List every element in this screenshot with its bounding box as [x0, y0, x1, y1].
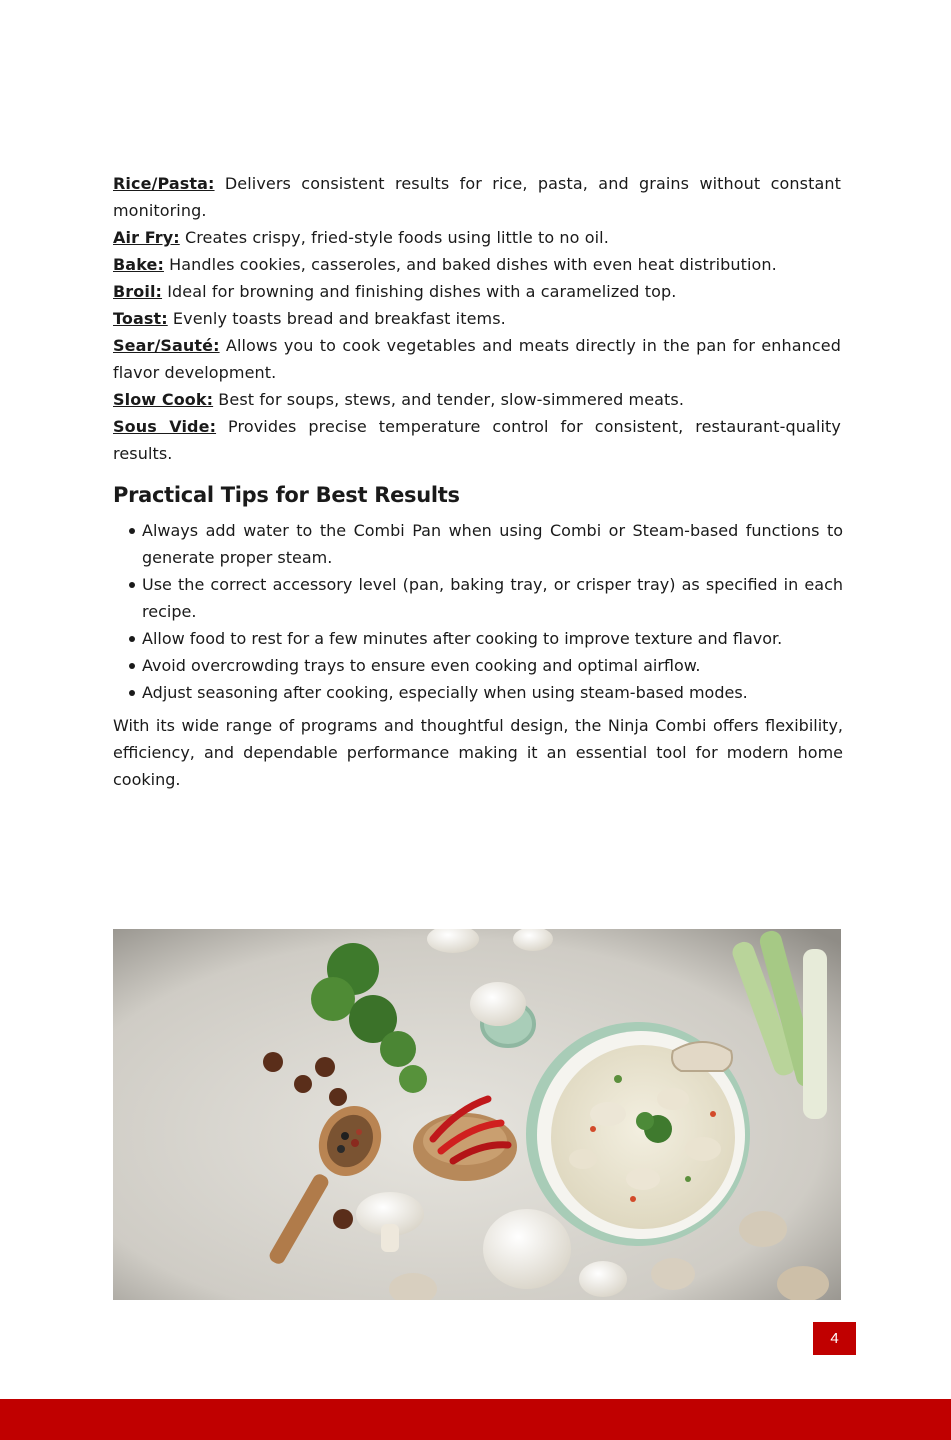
definition-broil — [113, 278, 841, 305]
definition-toast — [113, 305, 841, 332]
definition-text: Provides precise temperature control for consistent, restaurant-quality results. — [113, 417, 841, 463]
footer-bar — [0, 1399, 951, 1440]
definition-air-fry — [113, 224, 841, 251]
list-item — [129, 571, 843, 625]
tip-text: Always add water to the Combi Pan when using Combi or Steam-based functions to generate proper steam. — [142, 521, 843, 567]
definition-term: Sous Vide: — [113, 417, 217, 436]
definition-sear-saute — [113, 332, 841, 386]
definition-sous-vide — [113, 413, 841, 467]
definition-text: Best for soups, stews, and tender, slow-simmered meats. — [213, 390, 685, 409]
definition-text: Creates crispy, fried-style foods using little to no oil. — [179, 228, 609, 247]
definition-term: Rice/Pasta: — [113, 174, 215, 193]
tip-text: Avoid overcrowding trays to ensure even cooking and optimal airflow. — [142, 656, 701, 675]
definition-text: Handles cookies, casseroles, and baked dishes with even heat distribution. — [163, 255, 777, 274]
definition-text: Allows you to cook vegetables and meats directly in the pan for enhanced flavor development. — [113, 336, 841, 382]
bullet-icon — [129, 636, 135, 642]
tip-text: Allow food to rest for a few minutes after cooking to improve texture and flavor. — [142, 629, 783, 648]
tips-heading: Practical Tips for Best Results — [113, 483, 460, 507]
definition-slow-cook — [113, 386, 841, 413]
definition-term: Sear/Sauté: — [113, 336, 220, 355]
definition-term: Bake: — [113, 255, 164, 274]
definition-rice-pasta — [113, 170, 841, 224]
list-item — [129, 625, 843, 652]
definition-term: Slow Cook: — [113, 390, 214, 409]
list-item — [129, 517, 843, 571]
definition-text: Evenly toasts bread and breakfast items. — [167, 309, 506, 328]
tip-text: Adjust seasoning after cooking, especially when using steam-based modes. — [142, 683, 748, 702]
bullet-icon — [129, 528, 135, 534]
definition-term: Broil: — [113, 282, 163, 301]
page-number: 4 — [813, 1322, 856, 1355]
definition-text: Delivers consistent results for rice, pasta, and grains without constant monitoring. — [113, 174, 841, 220]
bullet-icon — [129, 690, 135, 696]
list-item — [129, 679, 843, 706]
bullet-icon — [129, 663, 135, 669]
definition-term: Toast: — [113, 309, 168, 328]
food-photo — [113, 929, 841, 1300]
tips-list — [113, 517, 843, 706]
definition-bake — [113, 251, 841, 278]
definition-text: Ideal for browning and finishing dishes with a caramelized top. — [162, 282, 677, 301]
page-content — [113, 170, 841, 793]
list-item — [129, 652, 843, 679]
tip-text: Use the correct accessory level (pan, baking tray, or crisper tray) as specified in each recipe. — [142, 575, 843, 621]
bullet-icon — [129, 582, 135, 588]
closing-paragraph: With its wide range of programs and thoughtful design, the Ninja Combi offers flexibility, efficiency, and dependable performance making it an essential tool for modern home cooking. — [113, 716, 843, 789]
definition-term: Air Fry: — [113, 228, 180, 247]
